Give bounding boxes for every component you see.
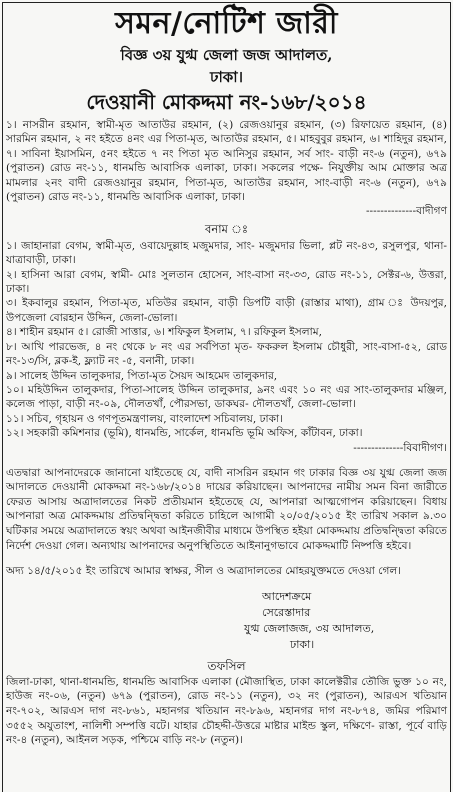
signature-clerk: সেরেস্তাদার — [262, 605, 311, 619]
notice-title: সমন/নোটিশ জারী — [115, 6, 338, 41]
versus-heading: বনাম ঃ — [204, 221, 249, 236]
court-city: ঢাকা। — [209, 68, 244, 86]
signature-order-line: আদেশক্রমে — [262, 589, 312, 603]
defendant-item: ১০। মহিউদ্দিন তালুকদার, পিতা-সালেহ উদ্দিন তালুকদার, ৯নং এবং ১০ নং এর সাং-তালুকদার মঞ্জিল, কলেজ পাড়া, বাড়ী নং-০৯, দৌলতখাঁ, পৌরসভা, ডাকঘর- দৌলতখাঁ, জেলা-ভোলা। — [6, 383, 447, 411]
defendant-item: ১। জাহানারা বেগম, স্বামী-মৃত, ওবায়েদুল্লাহ মজুমদার, সাং- মজুমদার ভিলা, প্লট নং-৪৩, রসুলপুর, থানা-যাত্রাবাড়ী, ঢাকা। — [6, 239, 447, 267]
defendant-item: ৪। শাহীন রহমান ৫। রোজী সাত্তার, ৬। শফিকুল ইসলাম, ৭। রফিকুল ইসলাম, — [6, 326, 322, 339]
order-date-line: অদ্য ১৪/৫/২০১৫ ইং তারিখে আমার স্বাক্ষর, সীল ও অত্রাদালতের মোহরযুক্তমতে দেওয়া গেল। — [6, 564, 402, 577]
defendants-role: --------------বিবাদীগণ। — [353, 441, 447, 454]
defendant-item: ১১। সচিব, গৃহায়ন ও গণপূতমন্ত্রণালয়, বাংলাদেশ সচিবালয়, ঢাকা। — [6, 412, 283, 425]
defendant-item: ২। হাসিনা আরা বেগম, স্বামী- মোঃ সুলতান হোসেন, সাং-বাসা নং-৩৩, রোড নং-১১, সেক্টর-৬, উত্তরা, ঢাকা। — [6, 268, 447, 296]
defendant-item: ৮। আখি পারভেজ, ৪ নং থেকে ৮ নং এর সর্বপিতা মৃত- ফকরুল ইসলাম চৌধুরী, সাং-বাসা-৫২, রোড নং-১৩/সি, ব্লক-ই, ফ্ল্যাট নং -৫, বনানী, ঢাকা। — [6, 340, 447, 368]
plaintiffs-text: ১। নাসরীন রহমান, স্বামী-মৃত আতাউর রহমান, (২) রেজওয়ানুর রহমান, (৩) রিফায়েত রহমান, (৪) সারমিন রহমান, ২ নং হইতে ৪নং এর পিতা-মৃত, আতাউর রহমান, ৫। মাহবুবুর রহমান, ৬। শাহিদুর রহমান, ৭। সাবিনা ইয়াসমিন, ৫নং হইতে ৭ নং পিতা মৃত আনিসুর রহমান, সর্ব সাং- বাড়ী নং-৬ (নতুন), ৬৭৯ (পুরাতন) রোড নং-১১, ধানমন্ডি আবাসিক এলাকা, ঢাকা। সকলের পক্ষে- নিযুক্তীয় আম মোক্তার অত্র মামলার ২নং বাদী রেজওয়ানুর রহমান, পিতা-মৃত, আতাউর রহমান, সাং-বাড়ী নং-৬ (নতুন), ৬৭৯ (পুরাতন) রোড নং-১১, ধানমন্ডি আবাসিক এলাকা, ঢাকা। — [6, 119, 447, 204]
defendant-item: ৯। সালেহ উদ্দিন তালুকদার, পিতা-মৃত সৈয়দ আহমেদ তালুকদার, — [6, 369, 278, 382]
schedule-text: জিলা-ঢাকা, থানা-ধানমন্ডি, ধানমন্ডি আবাসিক এলাকা (মৌজাস্থিত, ঢাকা কালেক্টরীর তৌজি ভুক্ত ১০ নং, হাউজ নং-০৬, (নতুন) ৬৭৯ (পুরাতন), রোড নং-১১ (নতুন), ৩২ নং (পুরাতন), আরএস খতিয়ান নং-৭০২, আরএস দাগ নং-৮৬১, মহানগর খতিয়ান নং-৮৯৬, মহানগর দাগ নং-৮৭৪, জমির পরিমাণ ৩৫৫২ অযুতাংশ, নালিশী সম্পত্তি বটে। যাহার চৌহদ্দী-উত্তরে মাষ্টার মাইন্ড স্কুল, দক্ষিণে- রাস্তা, পূর্বে বাড়ি নং-৪ (নতুন), আইনল সড়ক, পশ্চিমে বাড়ি নং-৮ (নতুন)। — [6, 675, 447, 747]
court-name: বিজ্ঞ ৩য় যুগ্ম জেলা জজ আদালত, — [120, 46, 333, 64]
signature-court: যুগ্ম জেলাজজ, ৩য় আদালত, — [244, 621, 375, 635]
order-paragraph: এতদ্বারা আপনাদেরকে জানানো যাইতেছে যে, বাদী নাসরিন রহমান গং ঢাকার বিজ্ঞ ৩য় যুগ্ম জেলা জজ আদালতে দেওয়ানী মোকদ্দমা নং-১৬৮/২০১৪ দায়ের করিয়াছেন। আপনাদের নামীয় সমন বিনা জারীতে ফেরত আসায় অত্রাদালতের নিকট প্রতীয়মান হইতেছে যে, আপনারা আত্মগোপন করিয়াছেন। বিধায় আপনারা অত্র মোকদ্দমায় প্রতিদ্বন্দ্বিতা করিতে চাহিলে আগামী ২০/০৫/২০১৫ ইং তারিখ সকাল ৯.৩০ ঘটিকার সময়ে অত্রাদালতে স্বয়ং অথবা আইনজীবীর মাধ্যমে উপস্থিত হইয়া মোকদ্দমায় প্রতিদ্বন্দ্বিতা করিতে নির্দেশ দেওয়া গেল। অন্যথায় আপনাদের অনুপস্থিতিতে আইনানুগভাবে মোকদ্দমাটি নিষ্পত্তি হইবে। — [6, 466, 447, 552]
plaintiffs-role: --------------বাদীগণ — [365, 205, 447, 218]
defendant-item: ৩। ইকবালুর রহমান, পিতা-মৃত, মতিউর রহমান, বাড়ী ডিপটি বাড়ী (রাস্তার মাথা), গ্রাম ঃ উদয়পুর, উপজেলা বোরহান উদ্দিন, জেলা-ভোলা। — [6, 297, 447, 324]
schedule-title: তফসিল — [207, 658, 246, 673]
signature-city: ঢাকা। — [290, 637, 315, 651]
notice-border — [2, 2, 451, 792]
case-number: দেওয়ানী মোকদ্দমা নং-১৬৮/২০১৪ — [86, 90, 367, 114]
defendant-item: ১২। সহকারী কমিশনার (ভূমি), ধানমন্ডি, সার্কেল, ধানমন্ডি ভূমি অফিস, কাঁটাবন, ঢাকা। — [6, 427, 363, 440]
